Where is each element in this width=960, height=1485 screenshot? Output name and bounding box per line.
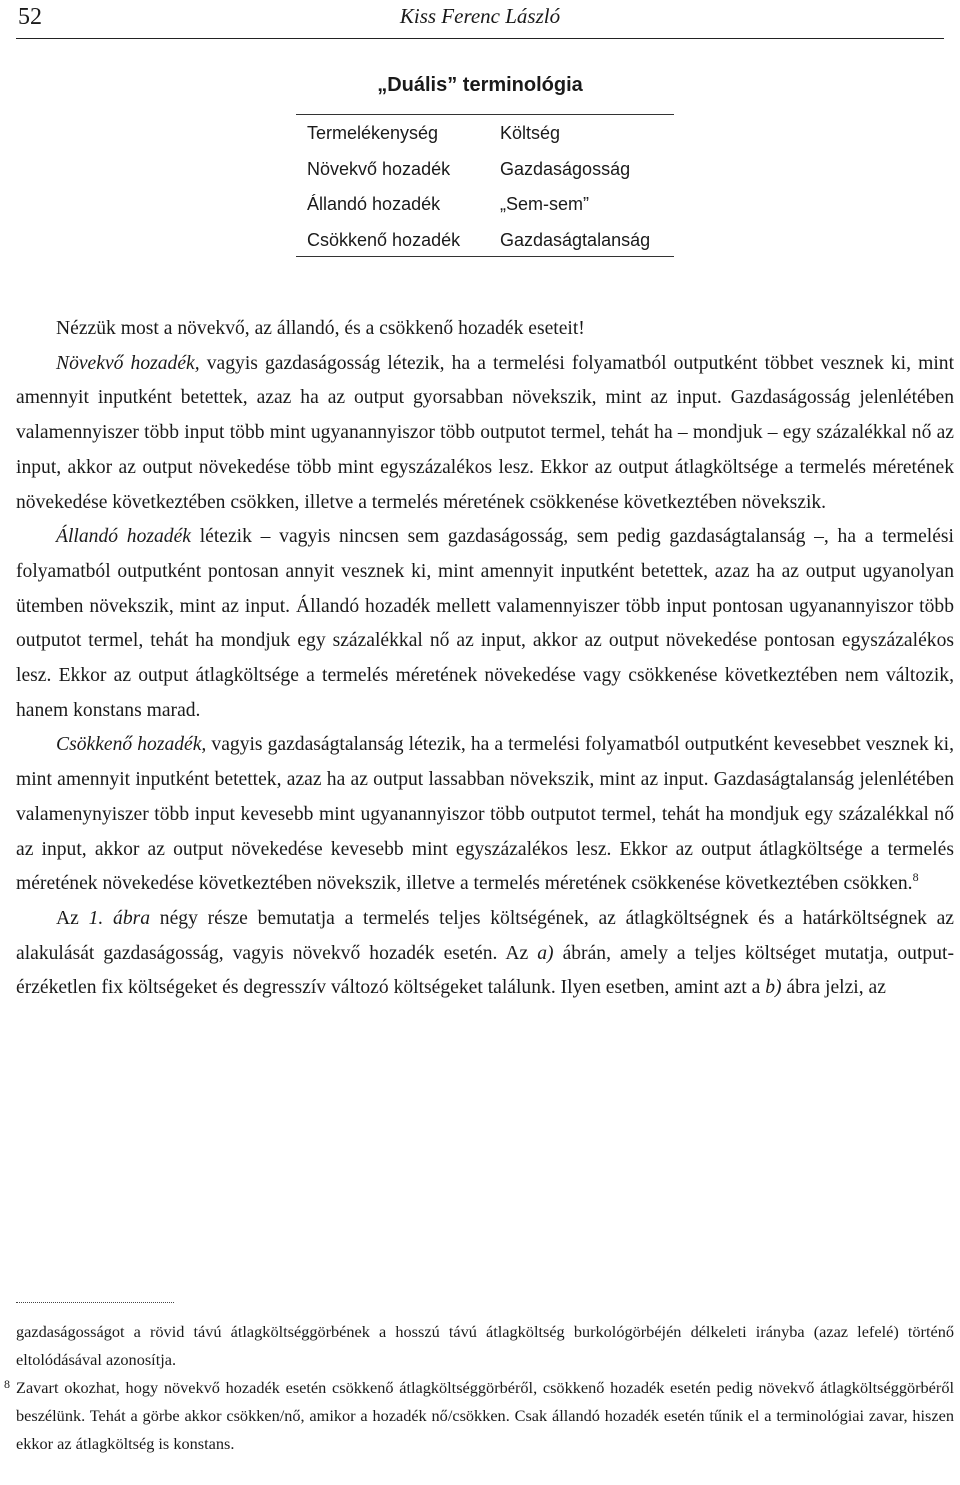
terminology-table	[307, 120, 680, 262]
paragraph-text: ábrán, amely a teljes költséget mutatja, output-érzéketlen fix költségeket és degresszív változó költségeket találunk. Ilyen esetben, amint azt a	[16, 942, 954, 999]
table-bottom-rule	[296, 256, 674, 257]
footnote-continuation: gazdaságosságot a rövid távú átlagköltséggörbének a hosszú távú átlagköltség burkológörbéjén délkeleti irányba (azaz lefelé) történő eltolódásával azonosítja.	[16, 1322, 954, 1370]
paragraph-text: vagyis gazdaságtalanság létezik, ha a termelési folyamatból outputként kevesebbet vesznek ki, mint amennyit inputként betettek, azaz ha az output lassabban növekszik, mint az input. Gazdaságtalanság jelenlétében valamenynyiszer több input kevesebb mint ugyanannyiszor több outputot termel, tehát ha mondjuk egy százalékkal nő az input, akkor az output növekedése kevesebb mint egyszázalékos lesz. Ekkor az output átlagköltsége a termelés méretének növekedése következtében növekszik, illetve a termelés méretének csökkenése következtében csökken.	[16, 734, 954, 895]
footnote-8	[4, 1374, 954, 1458]
table-top-rule	[296, 114, 674, 115]
table-title: „Duális” terminológia	[377, 74, 583, 96]
paragraph-text: Az	[56, 907, 89, 929]
term-emphasis: Csökkenő hozadék,	[56, 734, 207, 756]
paragraph-text: Nézzük most a növekvő, az állandó, és a csökkenő hozadék eseteit!	[56, 318, 585, 339]
footnote-marker: 8	[4, 1377, 10, 1392]
body-text	[16, 312, 954, 1006]
table-row	[307, 191, 680, 227]
panel-reference: a)	[537, 942, 554, 964]
table-row	[307, 156, 680, 192]
paragraph-text: ábra jelzi, az	[781, 977, 886, 999]
table-cell-right: „Sem-sem”	[500, 194, 589, 214]
paragraph-constant-returns	[16, 520, 954, 728]
table-cell-left: Állandó hozadék	[307, 194, 441, 214]
paragraph-text: létezik – vagyis nincsen sem gazdaságosság, sem pedig gazdaságtalanság –, ha a termelési folyamatból outputként pontosan annyit vesznek ki, mint amennyit inputként betettek, azaz ha az output ugyanolyan ütemben növekszik, mint az input. Állandó hozadék mellett valamennyiszer több input pontosan ugyanannyiszor több outputot termel, tehát ha mondjuk egy százalékkal nő az input, akkor az output növekedése pontosan egyszázalékos lesz. Ekkor az output átlagköltsége a termelés méretének növekedése vagy csökkenése következtében nem változik, hanem konstans marad.	[16, 526, 955, 721]
table-cell-left: Csökkenő hozadék	[307, 229, 461, 250]
paragraph-increasing-returns	[16, 347, 954, 521]
paragraph-intro	[16, 312, 954, 347]
table-cell-left: Növekvő hozadék	[307, 158, 451, 179]
table-row	[307, 120, 680, 156]
footnotes	[4, 1318, 954, 1458]
table-cell-right: Gazdaságosság	[500, 158, 631, 179]
term-emphasis: Állandó hozadék	[56, 526, 191, 548]
panel-reference: b)	[765, 977, 782, 999]
paragraph-text: négy része bemutatja a termelés teljes költségének, az átlagköltségnek és a határköltségnek az alakulását gazdaságosság, vagyis növekvő hozadék esetén. Az	[16, 907, 954, 964]
paragraph-text: vagyis gazdaságosság létezik, ha a termelési folyamatból outputként többet vesznek ki, mint amennyit inputként betettek, azaz ha az output gyorsabban növekszik, mint az input. Gazdaságosság jelenlétében valamennyiszer több input több mint ugyanannyiszor több outputot termel, tehát ha – mondjuk – egy százalékkal nő az input, akkor az output növekedése több mint egyszázalékos lesz. Ekkor az output átlagköltsége a termelés méretének növekedése következtében csökken, illetve a termelés méretének csökkenése következtében növekszik.	[16, 352, 955, 513]
running-head-author: Kiss Ferenc László	[399, 4, 561, 28]
footnote-text: Zavart okozhat, hogy növekvő hozadék esetén csökkenő átlagköltséggörbéről, csökkenő hozadék esetén pedig növekvő átlagköltséggörbéről beszélünk. Tehát a görbe akkor csökken/nő, amikor a hozadék nő/csökken. Csak állandó hozadék esetén tűnik el a terminológiai zavar, hiszen ekkor az átlagköltség is konstans.	[16, 1378, 954, 1454]
term-emphasis: Növekvő hozadék,	[56, 352, 200, 374]
table-cell-right: Gazdaságtalanság	[500, 229, 651, 250]
footnote-separator	[16, 1302, 174, 1303]
table-cell-right: Költség	[500, 123, 561, 143]
table-cell-left: Termelékenység	[307, 123, 439, 143]
figure-reference[interactable]: 1. ábra	[88, 907, 151, 929]
paragraph-decreasing-returns	[16, 728, 954, 902]
paragraph-figure-reference	[16, 902, 954, 1006]
footnote-reference[interactable]: 8	[912, 870, 919, 885]
page-number: 52	[18, 4, 42, 30]
header-rule	[16, 38, 944, 39]
